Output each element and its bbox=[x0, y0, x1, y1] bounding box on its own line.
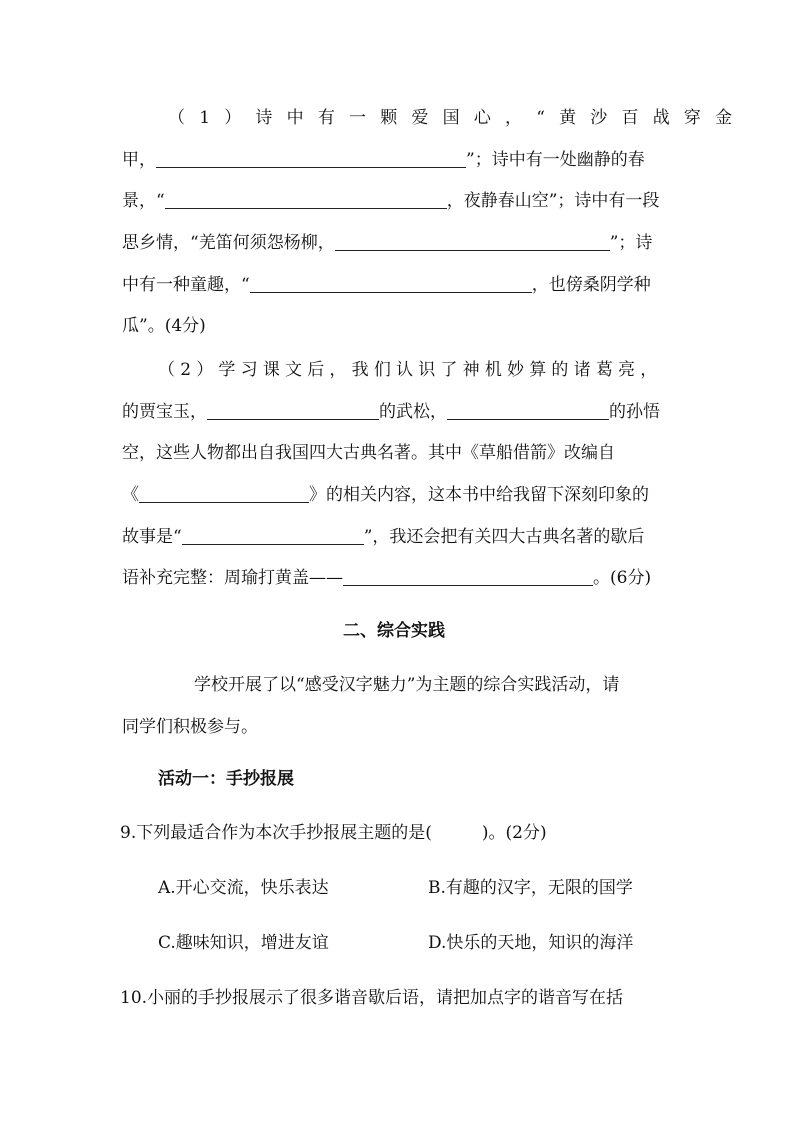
answer-blank[interactable] bbox=[343, 567, 593, 586]
section-heading: 二、综合实践 bbox=[343, 621, 445, 641]
text: 的孙悟 bbox=[609, 402, 660, 422]
q9-stem bbox=[120, 818, 547, 848]
text: ”，我还会把有关四大古典名著的歇后 bbox=[363, 527, 645, 547]
text: 思乡情，“羌笛何须怨杨柳， bbox=[122, 233, 335, 253]
text: )。(2分) bbox=[481, 823, 547, 843]
text: ，也傍桑阴学种 bbox=[531, 275, 651, 295]
q8-part1-line1: （1）诗中有一颗爱国心，“黄沙百战穿金 bbox=[168, 108, 747, 128]
q8-part1-line6: 瓜”。(4分) bbox=[122, 316, 206, 336]
q8-part2-line2 bbox=[122, 397, 660, 427]
section-intro-line2: 同学们积极参与。 bbox=[122, 717, 258, 737]
q8-part1-line4 bbox=[122, 228, 652, 258]
activity-heading: 活动一：手抄报展 bbox=[158, 769, 294, 789]
q8-part1-line5 bbox=[122, 270, 651, 300]
answer-blank[interactable] bbox=[165, 190, 447, 209]
answer-blank[interactable] bbox=[335, 232, 610, 251]
q9-option-b[interactable]: B.有趣的汉字，无限的国学 bbox=[428, 878, 633, 898]
q8-part2-line5 bbox=[122, 522, 644, 552]
q8-part1-line2 bbox=[122, 145, 645, 175]
text: 9.下列最适合作为本次手抄报展主题的是( bbox=[120, 823, 432, 843]
answer-blank[interactable] bbox=[250, 274, 532, 293]
answer-blank[interactable] bbox=[447, 401, 609, 420]
section-intro-line1: 学校开展了以“感受汉字魅力”为主题的综合实践活动，请 bbox=[194, 675, 620, 695]
text: 《 bbox=[122, 485, 139, 505]
text: 的武松， bbox=[379, 402, 447, 422]
text: ”；诗 bbox=[609, 233, 653, 253]
q8-part2-line6 bbox=[122, 563, 651, 593]
q10-stem: 10.小丽的手抄报展示了很多谐音歇后语，请把加点字的谐音写在括 bbox=[120, 988, 624, 1008]
text: 景，“ bbox=[122, 191, 165, 211]
q9-option-c[interactable]: C.趣味知识，增进友谊 bbox=[158, 933, 329, 953]
answer-blank[interactable] bbox=[139, 484, 309, 503]
text: 》的相关内容，这本书中给我留下深刻印象的 bbox=[309, 485, 649, 505]
answer-blank[interactable] bbox=[182, 526, 364, 545]
text: ，夜静春山空”；诗中有一段 bbox=[446, 191, 660, 211]
text: 。(6分) bbox=[593, 568, 652, 588]
text: 甲， bbox=[122, 150, 156, 170]
q8-part1-line3 bbox=[122, 186, 659, 216]
text: 中有一种童趣，“ bbox=[122, 275, 250, 295]
text: 语补充完整：周瑜打黄盖—— bbox=[122, 568, 343, 588]
q8-part2-line3: 空，这些人物都出自我国四大古典名著。其中《草船借箭》改编自 bbox=[122, 443, 615, 463]
text: ”；诗中有一处幽静的春 bbox=[466, 150, 645, 170]
answer-blank[interactable] bbox=[156, 149, 466, 168]
q9-option-d[interactable]: D.快乐的天地，知识的海洋 bbox=[428, 933, 634, 953]
text: 的贾宝玉， bbox=[122, 402, 207, 422]
answer-blank[interactable] bbox=[207, 401, 379, 420]
q8-part2-line1: （2）学习课文后，我们认识了神机妙算的诸葛亮， bbox=[158, 360, 663, 380]
q8-part2-line4 bbox=[122, 480, 649, 510]
text: 故事是“ bbox=[122, 527, 182, 547]
q9-option-a[interactable]: A.开心交流，快乐表达 bbox=[158, 878, 329, 898]
